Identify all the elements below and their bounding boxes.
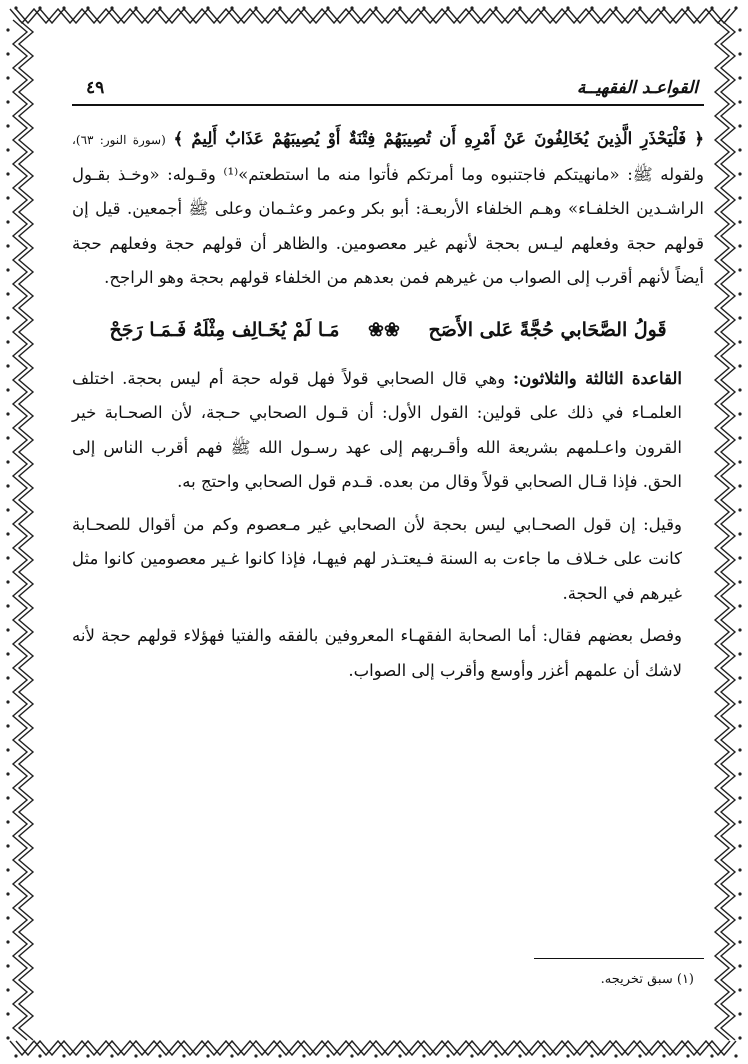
- heading-separator: ❀❀: [368, 318, 400, 341]
- page-body: [72, 122, 704, 688]
- paragraph-1-text: ولقوله ﷺ: «مانهيتكم فاجتنبوه وما أمرتكم فأتوا منه ما استطعتم»⁽¹⁾ وقـوله: «وخـذ بقـول الراشـدين الخلفـاء» وهـم الخلفاء الأربعـة: أبو بكر وعمر وعثـمان وعلى ﷺ أجمعين. قيل إن قولهم حجة وفعلهم ليـس بحجة لأنهم غير معصومين. والظاهر أن قولهم حجة وفعلهم حجة أيضاً لأنهم أقرب إلى الصواب من غيرهم فمن بعدهم من الخلفاء قولهم بحجة وهو الراجح.: [72, 164, 704, 287]
- rule-text: وهي قال الصحابي قولاً فهل قوله حجة أم ليس بحجة. اختلف العلمـاء في ذلك على قولين: القول الأول: أن قـول الصحابي حـجة، لأن الصحـابة خير القرون واعـلمهم بشريعة الله وأقـربهم إلى عهد رسـول الله ﷺ فهم أقرب الناس إلى الحق. فإذا قـال الصحابي قولاً وقال من بعده. قـدم قول الصحابي واحتج به.: [72, 368, 682, 491]
- page-content: [72, 76, 704, 1016]
- footnote: (١) سبق تخريجه.: [600, 972, 694, 987]
- book-title: القواعـد الفقهيــة: [576, 78, 698, 98]
- paragraph-1: [72, 122, 704, 296]
- footnote-divider: [534, 958, 704, 959]
- verse-heading: [72, 310, 704, 350]
- quran-verse: ﴿ فَلْيَحْذَرِ الَّذِينَ يُخَالِفُونَ عَنْ أَمْرِهِ أَن تُصِيبَهُمْ فِتْنَةٌ أَوْ يُصِيبَهُمْ عَذَابٌ أَلِيمٌ ﴾: [173, 129, 704, 148]
- heading-hemistich-1: قَولُ الصَّحَابي حُجَّةً عَلى الأَصَح: [428, 318, 667, 341]
- page-number: ٤٩: [86, 78, 105, 98]
- rule-label: القاعدة الثالثة والثلاثون:: [513, 368, 682, 388]
- heading-hemistich-2: مَـا لَمْ يُخَـالِف مِثْلَهُ فَـمَـا رَجَحْ: [109, 318, 340, 341]
- running-header: [72, 76, 704, 106]
- paragraph-3: وقيل: إن قول الصحـابي ليس بحجة لأن الصحابي غير مـعصوم وكم من أقوال للصحـابة كانت على خـلاف ما جاءت به السنة فـيعتـذر لهم فيهـا، فإذا كانوا غـير معصومين كانوا مثل غيرهم في الحجة.: [72, 514, 682, 603]
- paragraph-2: [72, 362, 704, 500]
- paragraph-4: وفصل بعضهم فقال: أما الصحابة الفقهـاء المعروفين بالفقه والفتيا فهؤلاء قولهم حجة لأنه لاشك أن علمهم أغزر وأوسع وأقرب إلى الصواب.: [72, 626, 682, 680]
- verse-reference: (سورة النور: ٦٣)،: [72, 133, 166, 147]
